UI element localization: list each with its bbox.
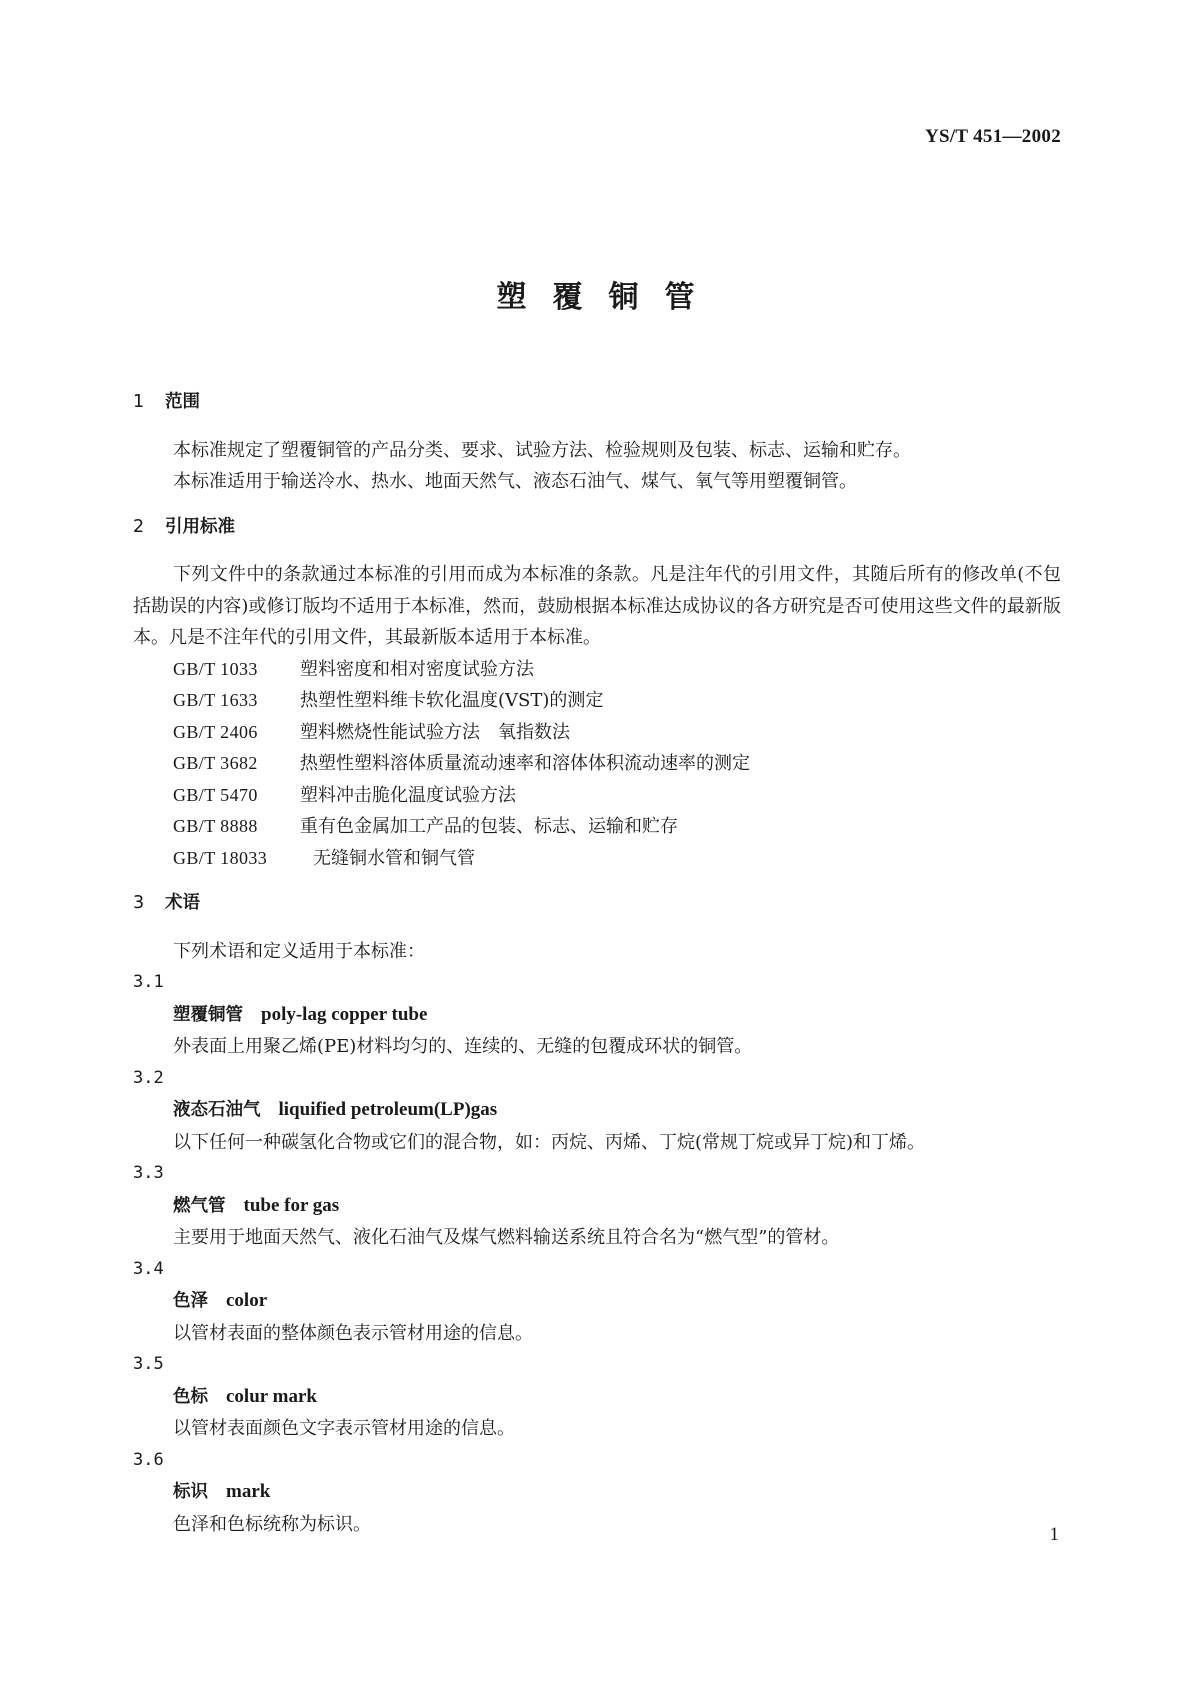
term-name-zh: 色标 [173, 1386, 208, 1407]
term-definition: 外表面上用聚乙烯(PE)材料均匀的、连续的、无缝的包覆成环状的铜管。 [173, 1036, 753, 1057]
term-heading [133, 1094, 1061, 1127]
term-number: 3.3 [133, 1163, 164, 1183]
reference-code: GB/T 18033 [173, 847, 268, 868]
reference-item [173, 843, 1061, 875]
document-body [133, 387, 1061, 1540]
term-heading [133, 1381, 1061, 1414]
section-title: 引用标准 [165, 516, 235, 537]
reference-title: 塑料冲击脆化温度试验方法 [300, 784, 516, 806]
references-intro: 下列文件中的条款通过本标准的引用而成为本标准的条款。凡是注年代的引用文件，其随后所有的修改单(不包括勘误的内容)或修订版均不适用于本标准，然而，鼓励根据本标准达成协议的各方研究是否可使用这些文件的最新版本。凡是不注年代的引用文件，其最新版本适用于本标准。 [133, 564, 1061, 648]
section-title: 术语 [165, 893, 200, 913]
reference-item [173, 717, 1061, 749]
section-title: 范围 [165, 392, 200, 412]
reference-item [173, 654, 1061, 686]
term-definition: 主要用于地面天然气、液化石油气及煤气燃料输送系统且符合名为“燃气型”的管材。 [173, 1227, 840, 1248]
reference-code: GB/T 8888 [173, 816, 258, 836]
term-name-zh: 标识 [173, 1482, 208, 1502]
reference-code: GB/T 5470 [173, 784, 258, 805]
reference-code: GB/T 3682 [173, 753, 258, 773]
section-heading-references [133, 512, 1061, 544]
reference-item [173, 748, 1061, 780]
term-definition: 以管材表面的整体颜色表示管材用途的信息。 [173, 1322, 533, 1344]
reference-title: 重有色金属加工产品的包装、标志、运输和贮存 [300, 816, 678, 837]
section-number: 1 [133, 392, 145, 412]
section-heading-scope [133, 387, 1061, 419]
term-name-en: poly-lag copper tube [261, 1003, 428, 1025]
terms-intro: 下列术语和定义适用于本标准： [173, 940, 425, 962]
scope-paragraph: 本标准适用于输送冷水、热水、地面天然气、液态石油气、煤气、氧气等用塑覆铜管。 [173, 471, 857, 492]
reference-item [173, 780, 1061, 812]
reference-title: 无缝铜水管和铜气管 [313, 847, 475, 869]
term-heading [133, 1476, 1061, 1509]
term-number: 3.5 [133, 1354, 164, 1374]
reference-item [173, 811, 1061, 843]
term-heading [133, 1285, 1061, 1318]
term-name-en: mark [226, 1481, 271, 1502]
document-title: 塑覆铜管 [496, 280, 721, 315]
term-definition: 以管材表面颜色文字表示管材用途的信息。 [173, 1418, 515, 1439]
term-name-en: colur mark [226, 1385, 317, 1407]
reference-code: GB/T 1633 [173, 690, 258, 710]
standard-code: YS/T 451—2002 [924, 126, 1061, 147]
term-definition: 以下任何一种碳氢化合物或它们的混合物，如：丙烷、丙烯、丁烷(常规丁烷或异丁烷)和丁烯。 [173, 1131, 926, 1153]
term-heading [133, 1190, 1061, 1223]
term-heading [133, 999, 1061, 1032]
term-number: 3.2 [133, 1067, 164, 1088]
reference-list [133, 654, 1061, 875]
term-definition: 色泽和色标统称为标识。 [173, 1513, 371, 1535]
reference-title: 热塑性塑料维卡软化温度(VST)的测定 [300, 690, 604, 711]
reference-code: GB/T 1033 [173, 658, 258, 679]
term-name-zh: 塑覆铜管 [173, 1004, 243, 1025]
reference-code: GB/T 2406 [173, 721, 258, 742]
term-name-en: liquified petroleum(LP)gas [278, 1099, 498, 1120]
scope-paragraph: 本标准规定了塑覆铜管的产品分类、要求、试验方法、检验规则及包装、标志、运输和贮存。 [173, 439, 911, 461]
section-number: 3 [133, 893, 145, 913]
term-number: 3.4 [133, 1258, 164, 1279]
term-name-en: color [226, 1290, 268, 1311]
term-name-zh: 色泽 [173, 1291, 208, 1311]
term-name-zh: 液态石油气 [173, 1100, 261, 1120]
reference-title: 塑料燃烧性能试验方法 氧指数法 [300, 721, 570, 743]
reference-title: 热塑性塑料溶体质量流动速率和溶体体积流动速率的测定 [300, 753, 750, 774]
section-heading-terms [133, 888, 1061, 920]
section-number: 2 [133, 516, 145, 537]
page-number: 1 [1049, 1524, 1059, 1545]
reference-item [173, 685, 1061, 717]
term-name-zh: 燃气管 [173, 1195, 226, 1216]
reference-title: 塑料密度和相对密度试验方法 [300, 658, 534, 680]
term-number: 3.1 [133, 972, 164, 992]
term-name-en: tube for gas [243, 1194, 340, 1216]
term-number: 3.6 [133, 1449, 164, 1470]
